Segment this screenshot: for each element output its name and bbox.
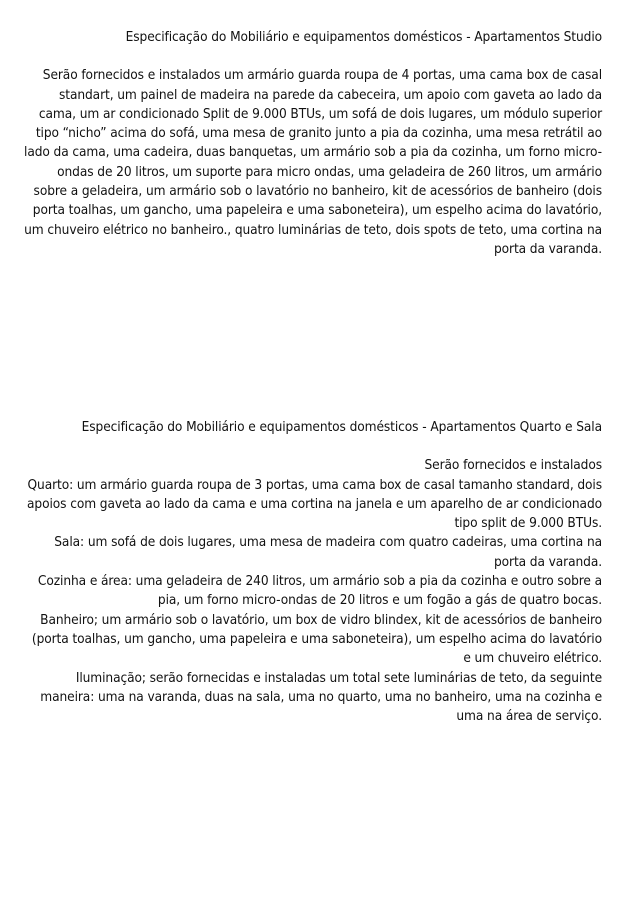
banheiro-paragraph: Banheiro; um armário sob o lavatório, um box de vidro blindex, kit de acessórios de banheiro (porta toalhas, um gancho, uma papeleira e uma saboneteira), um espelho acima do lavatório e um chuveiro elétrico. [31, 611, 602, 667]
spacer [22, 437, 602, 456]
studio-specification-body: Serão fornecidos e instalados um armário guarda roupa de 4 portas, uma cama box de casal standart, um painel de madeira na parede da cabeceira, um apoio com gaveta ao lado da cama, um ar condicionado Split de 9.000 BTUs, um sofá de dois lugares, um módulo superior tipo “nicho” acima do sofá, uma mesa de granito junto a pia da cozinha, uma mesa retrátil ao lado da cama, uma cadeira, duas banquetas, um armário sob a pia da cozinha, um forno micro-ondas de 20 litros, um suporte para micro ondas, uma geladeira de 260 litros, um armário sobre a geladeira, um armário sob o lavatório no banheiro, kit de acessórios de banheiro (dois porta toalhas, um gancho, uma papeleira e uma saboneteira), um espelho acima do lavatório, um chuveiro elétrico no banheiro., quatro luminárias de teto, dois spots de teto, uma cortina na porta da varanda. [24, 67, 602, 257]
cozinha-paragraph: Cozinha e área: uma geladeira de 240 litros, um armário sob a pia da cozinha e outro sobre a pia, um forno micro-ondas de 20 litros e um fogão a gás de quatro bocas. [37, 573, 602, 609]
spacer [22, 47, 602, 66]
quarto-paragraph: Quarto: um armário guarda roupa de 3 portas, uma cama box de casal tamanho standard, dois apoios com gaveta ao lado da cama e uma cortina na janela e um aparelho de ar condicionado tipo split de 9.000 BTUs. [27, 476, 602, 532]
quarto-sala-specification-section [22, 418, 602, 726]
iluminacao-paragraph: Iluminação; serão fornecidas e instaladas um total sete luminárias de teto, da seguinte maneira: uma na varanda, duas na sala, uma no quarto, uma no banheiro, uma na cozinha e uma na área de serviço. [40, 669, 602, 725]
quarto-sala-specification-title: Especificação do Mobiliário e equipamentos domésticos - Apartamentos Quarto e Sala [81, 419, 602, 435]
sala-paragraph: Sala: um sofá de dois lugares, uma mesa de madeira com quatro cadeiras, uma cortina na porta da varanda. [54, 534, 602, 570]
quarto-sala-intro: Serão fornecidos e instalados [424, 457, 602, 474]
studio-specification-title: Especificação do Mobiliário e equipamentos domésticos - Apartamentos Studio [125, 29, 602, 45]
studio-specification-section [22, 28, 602, 259]
